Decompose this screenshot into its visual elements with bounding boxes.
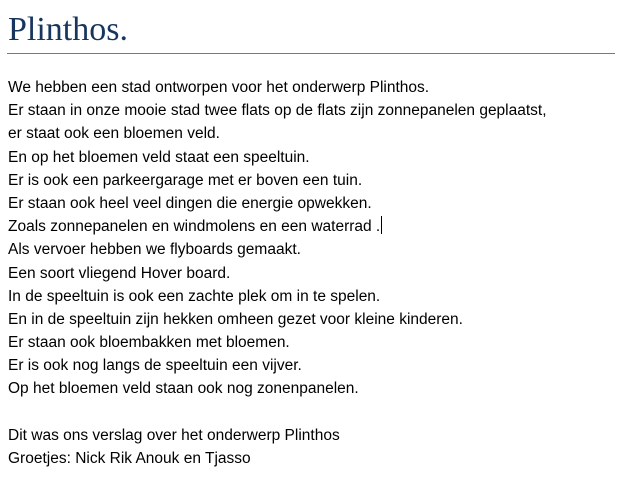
text-line-8: Als vervoer hebben we flyboards gemaakt. <box>8 241 301 259</box>
text-line-7 <box>8 215 547 238</box>
text-line-11: En in de speeltuin zijn hekken omheen gezet voor kleine kinderen. <box>8 310 463 328</box>
text-cursor <box>381 216 382 234</box>
text-line-6: Er staan ook heel veel dingen die energie opwekken. <box>8 194 372 212</box>
document-body[interactable] <box>8 76 547 470</box>
title-underline <box>7 53 615 54</box>
text-line-5: Er is ook een parkeergarage met er boven een tuin. <box>8 171 363 189</box>
text-line-12: Er staan ook bloembakken met bloemen. <box>8 334 290 352</box>
text-line-7-content: Zoals zonnepanelen en windmolens en een waterrad . <box>8 218 381 236</box>
closing-line-1: Dit was ons verslag over het onderwerp Plinthos <box>8 426 340 444</box>
closing-line-2: Groetjes: Nick Rik Anouk en Tjasso <box>8 450 251 467</box>
text-line-9: Een soort vliegend Hover board. <box>8 264 231 282</box>
text-line-3: er staat ook een bloemen veld. <box>8 125 220 143</box>
text-line-1: We hebben een stad ontworpen voor het onderwerp Plinthos. <box>8 79 430 96</box>
document-title: Plinthos. <box>8 11 128 48</box>
text-line-13: Er is ook nog langs de speeltuin een vijver. <box>8 357 302 375</box>
text-line-14: Op het bloemen veld staan ook nog zonenpanelen. <box>8 380 359 398</box>
paragraph-gap <box>8 401 547 424</box>
text-line-10: In de speeltuin is ook een zachte plek om in te spelen. <box>8 287 381 305</box>
text-line-2: Er staan in onze mooie stad twee flats op de flats zijn zonnepanelen geplaatst, <box>8 102 547 120</box>
text-line-4: En op het bloemen veld staat een speeltuin. <box>8 148 310 166</box>
